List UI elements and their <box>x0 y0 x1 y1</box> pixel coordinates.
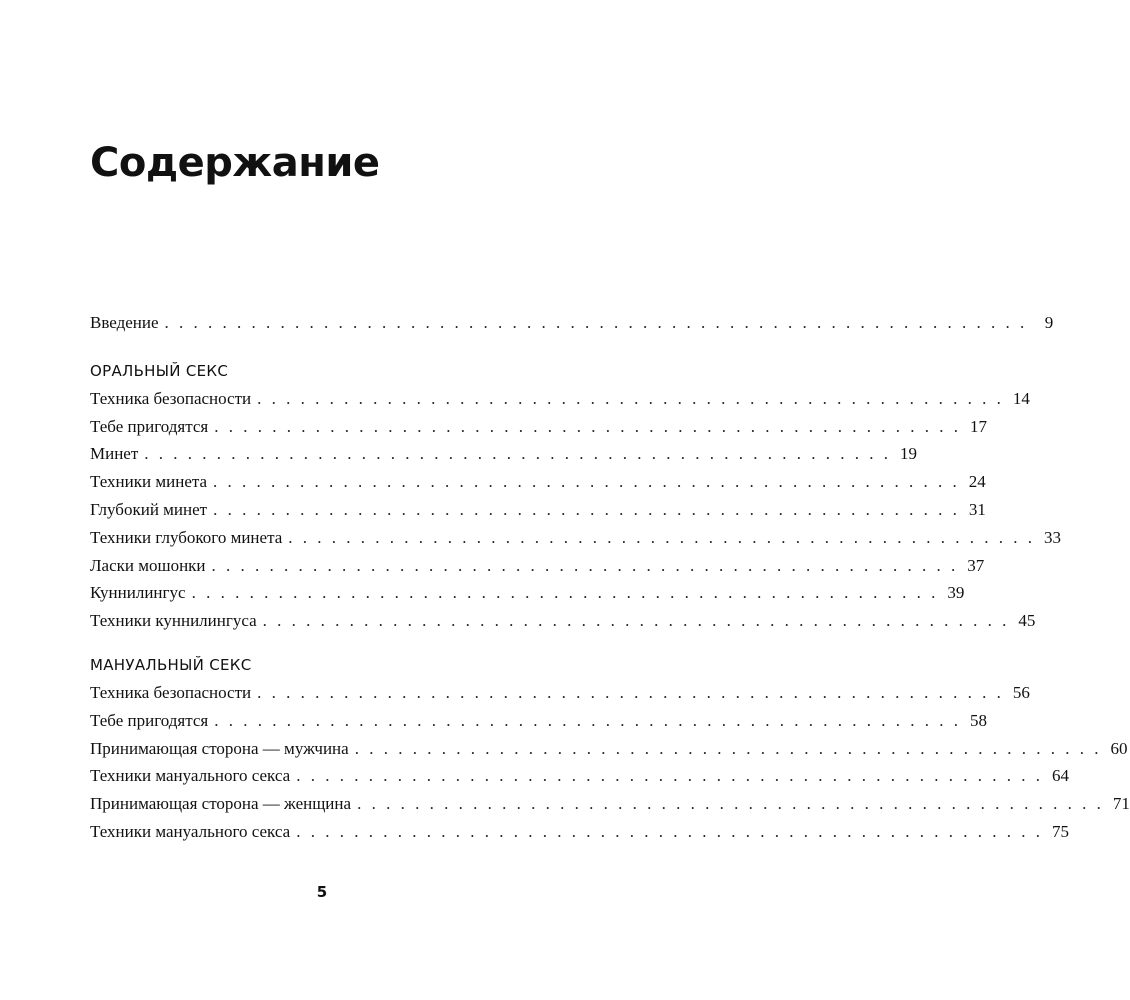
toc-entry-page: 58 <box>969 710 987 730</box>
leader-dots: . . . . . . . . . . . . . . . . . . . . . . . . . . . . . . . . . . . . . . . . . . . . . . . . . . . . <box>257 682 1004 702</box>
toc-entry-page: 45 <box>1018 611 1036 631</box>
leader-dots: . . . . . . . . . . . . . . . . . . . . . . . . . . . . . . . . . . . . . . . . . . . . . . . . . . . . <box>357 794 1104 814</box>
toc-entry-page: 19 <box>900 444 918 464</box>
toc-entry <box>90 821 1069 850</box>
leader-dots: . . . . . . . . . . . . . . . . . . . . . . . . . . . . . . . . . . . . . . . . . . . . . . . . . . . . <box>213 499 960 519</box>
toc-entry <box>90 766 1069 794</box>
table-of-contents <box>90 313 1130 864</box>
page-title: Содержание <box>90 140 380 186</box>
toc-entry-label: Куннилингус <box>90 583 186 603</box>
toc-entry-label: Принимающая сторона — мужчина <box>90 738 349 758</box>
leader-dots: . . . . . . . . . . . . . . . . . . . . . . . . . . . . . . . . . . . . . . . . . . . . . . . . . . . . <box>262 611 1010 631</box>
toc-entry-page: 24 <box>968 472 986 492</box>
leader-dots: . . . . . . . . . . . . . . . . . . . . . . . . . . . . . . . . . . . . . . . . . . . . . . . . . . . . <box>257 388 1004 408</box>
toc-entry <box>90 416 987 445</box>
toc-entry-label: Техники глубокого минета <box>90 527 283 547</box>
toc-entry-page: 39 <box>947 583 965 603</box>
section-heading: МАНУАЛЬНЫЙ СЕКС <box>90 655 252 674</box>
toc-section-manual <box>90 653 1130 850</box>
toc-entry-label: Техники минета <box>90 472 208 492</box>
toc-entry <box>90 611 1036 639</box>
toc-entry-label: Глубокий минет <box>90 499 208 519</box>
toc-entry-label: Техники мануального секса <box>90 766 291 786</box>
page-number: 5 <box>316 883 328 901</box>
leader-dots: . . . . . . . . . . . . . . . . . . . . . . . . . . . . . . . . . . . . . . . . . . . . . . . . . . . . <box>213 472 960 492</box>
toc-entry <box>90 527 1062 556</box>
toc-entry-page: 60 <box>1110 738 1128 758</box>
toc-entry-page: 14 <box>1012 388 1030 408</box>
leader-dots: . . . . . . . . . . . . . . . . . . . . . . . . . . . . . . . . . . . . . . . . . . . . . . . . . . . . <box>191 583 939 603</box>
toc-entry-label: Принимающая сторона — женщина <box>90 794 352 814</box>
toc-section-oral <box>90 359 1062 639</box>
toc-entry-label: Минет <box>90 444 139 464</box>
toc-entry-page: 56 <box>1012 682 1030 702</box>
leader-dots: . . . . . . . . . . . . . . . . . . . . . . . . . . . . . . . . . . . . . . . . . . . . . . . . . . . . <box>296 821 1043 841</box>
toc-entry-page: 9 <box>1044 313 1054 332</box>
toc-entry <box>90 738 1128 767</box>
leader-dots: . . . . . . . . . . . . . . . . . . . . . . . . . . . . . . . . . . . . . . . . . . . . . . . . . . . . <box>296 766 1043 786</box>
toc-entry-label: Введение <box>90 313 159 332</box>
toc-entry-page: 17 <box>969 416 987 436</box>
leader-dots: . . . . . . . . . . . . . . . . . . . . . . . . . . . . . . . . . . . . . . . . . . . . . . . . . . . . <box>144 444 892 464</box>
toc-entry-label: Тебе пригодятся <box>90 710 209 730</box>
toc-entry-page: 71 <box>1112 794 1130 814</box>
leader-dots: . . . . . . . . . . . . . . . . . . . . . . . . . . . . . . . . . . . . . . . . . . . . . . . . . . . . . . . . . . . . <box>164 313 1028 332</box>
toc-entry <box>90 794 1130 822</box>
section-heading: ОРАЛЬНЫЙ СЕКС <box>90 361 229 380</box>
toc-entry-intro <box>90 313 1054 341</box>
toc-entry <box>90 444 918 472</box>
toc-entry-label: Техника безопасности <box>90 682 252 702</box>
toc-entry-page: 33 <box>1044 527 1062 547</box>
toc-entry <box>90 682 1030 711</box>
toc-entry <box>90 388 1030 417</box>
toc-entry-label: Ласки мошонки <box>90 555 206 575</box>
toc-entry-page: 37 <box>967 555 985 575</box>
toc-entry-label: Техники мануального секса <box>90 821 291 841</box>
leader-dots: . . . . . . . . . . . . . . . . . . . . . . . . . . . . . . . . . . . . . . . . . . . . . . . . . . . . <box>211 555 959 575</box>
toc-entry-page: 64 <box>1051 766 1069 786</box>
leader-dots: . . . . . . . . . . . . . . . . . . . . . . . . . . . . . . . . . . . . . . . . . . . . . . . . . . . . <box>288 527 1036 547</box>
toc-entry-label: Техника безопасности <box>90 388 252 408</box>
leader-dots: . . . . . . . . . . . . . . . . . . . . . . . . . . . . . . . . . . . . . . . . . . . . . . . . . . . . <box>354 738 1102 758</box>
toc-entry-label: Техники куннилингуса <box>90 611 257 631</box>
toc-entry-page: 31 <box>968 499 986 519</box>
toc-entry <box>90 499 986 528</box>
toc-entry <box>90 555 985 584</box>
toc-entry <box>90 710 987 739</box>
toc-entry-label: Тебе пригодятся <box>90 416 209 436</box>
toc-entry <box>90 583 965 611</box>
toc-entry <box>90 472 986 500</box>
leader-dots: . . . . . . . . . . . . . . . . . . . . . . . . . . . . . . . . . . . . . . . . . . . . . . . . . . . . <box>214 416 961 436</box>
toc-entry-page: 75 <box>1051 821 1069 841</box>
leader-dots: . . . . . . . . . . . . . . . . . . . . . . . . . . . . . . . . . . . . . . . . . . . . . . . . . . . . <box>214 710 961 730</box>
